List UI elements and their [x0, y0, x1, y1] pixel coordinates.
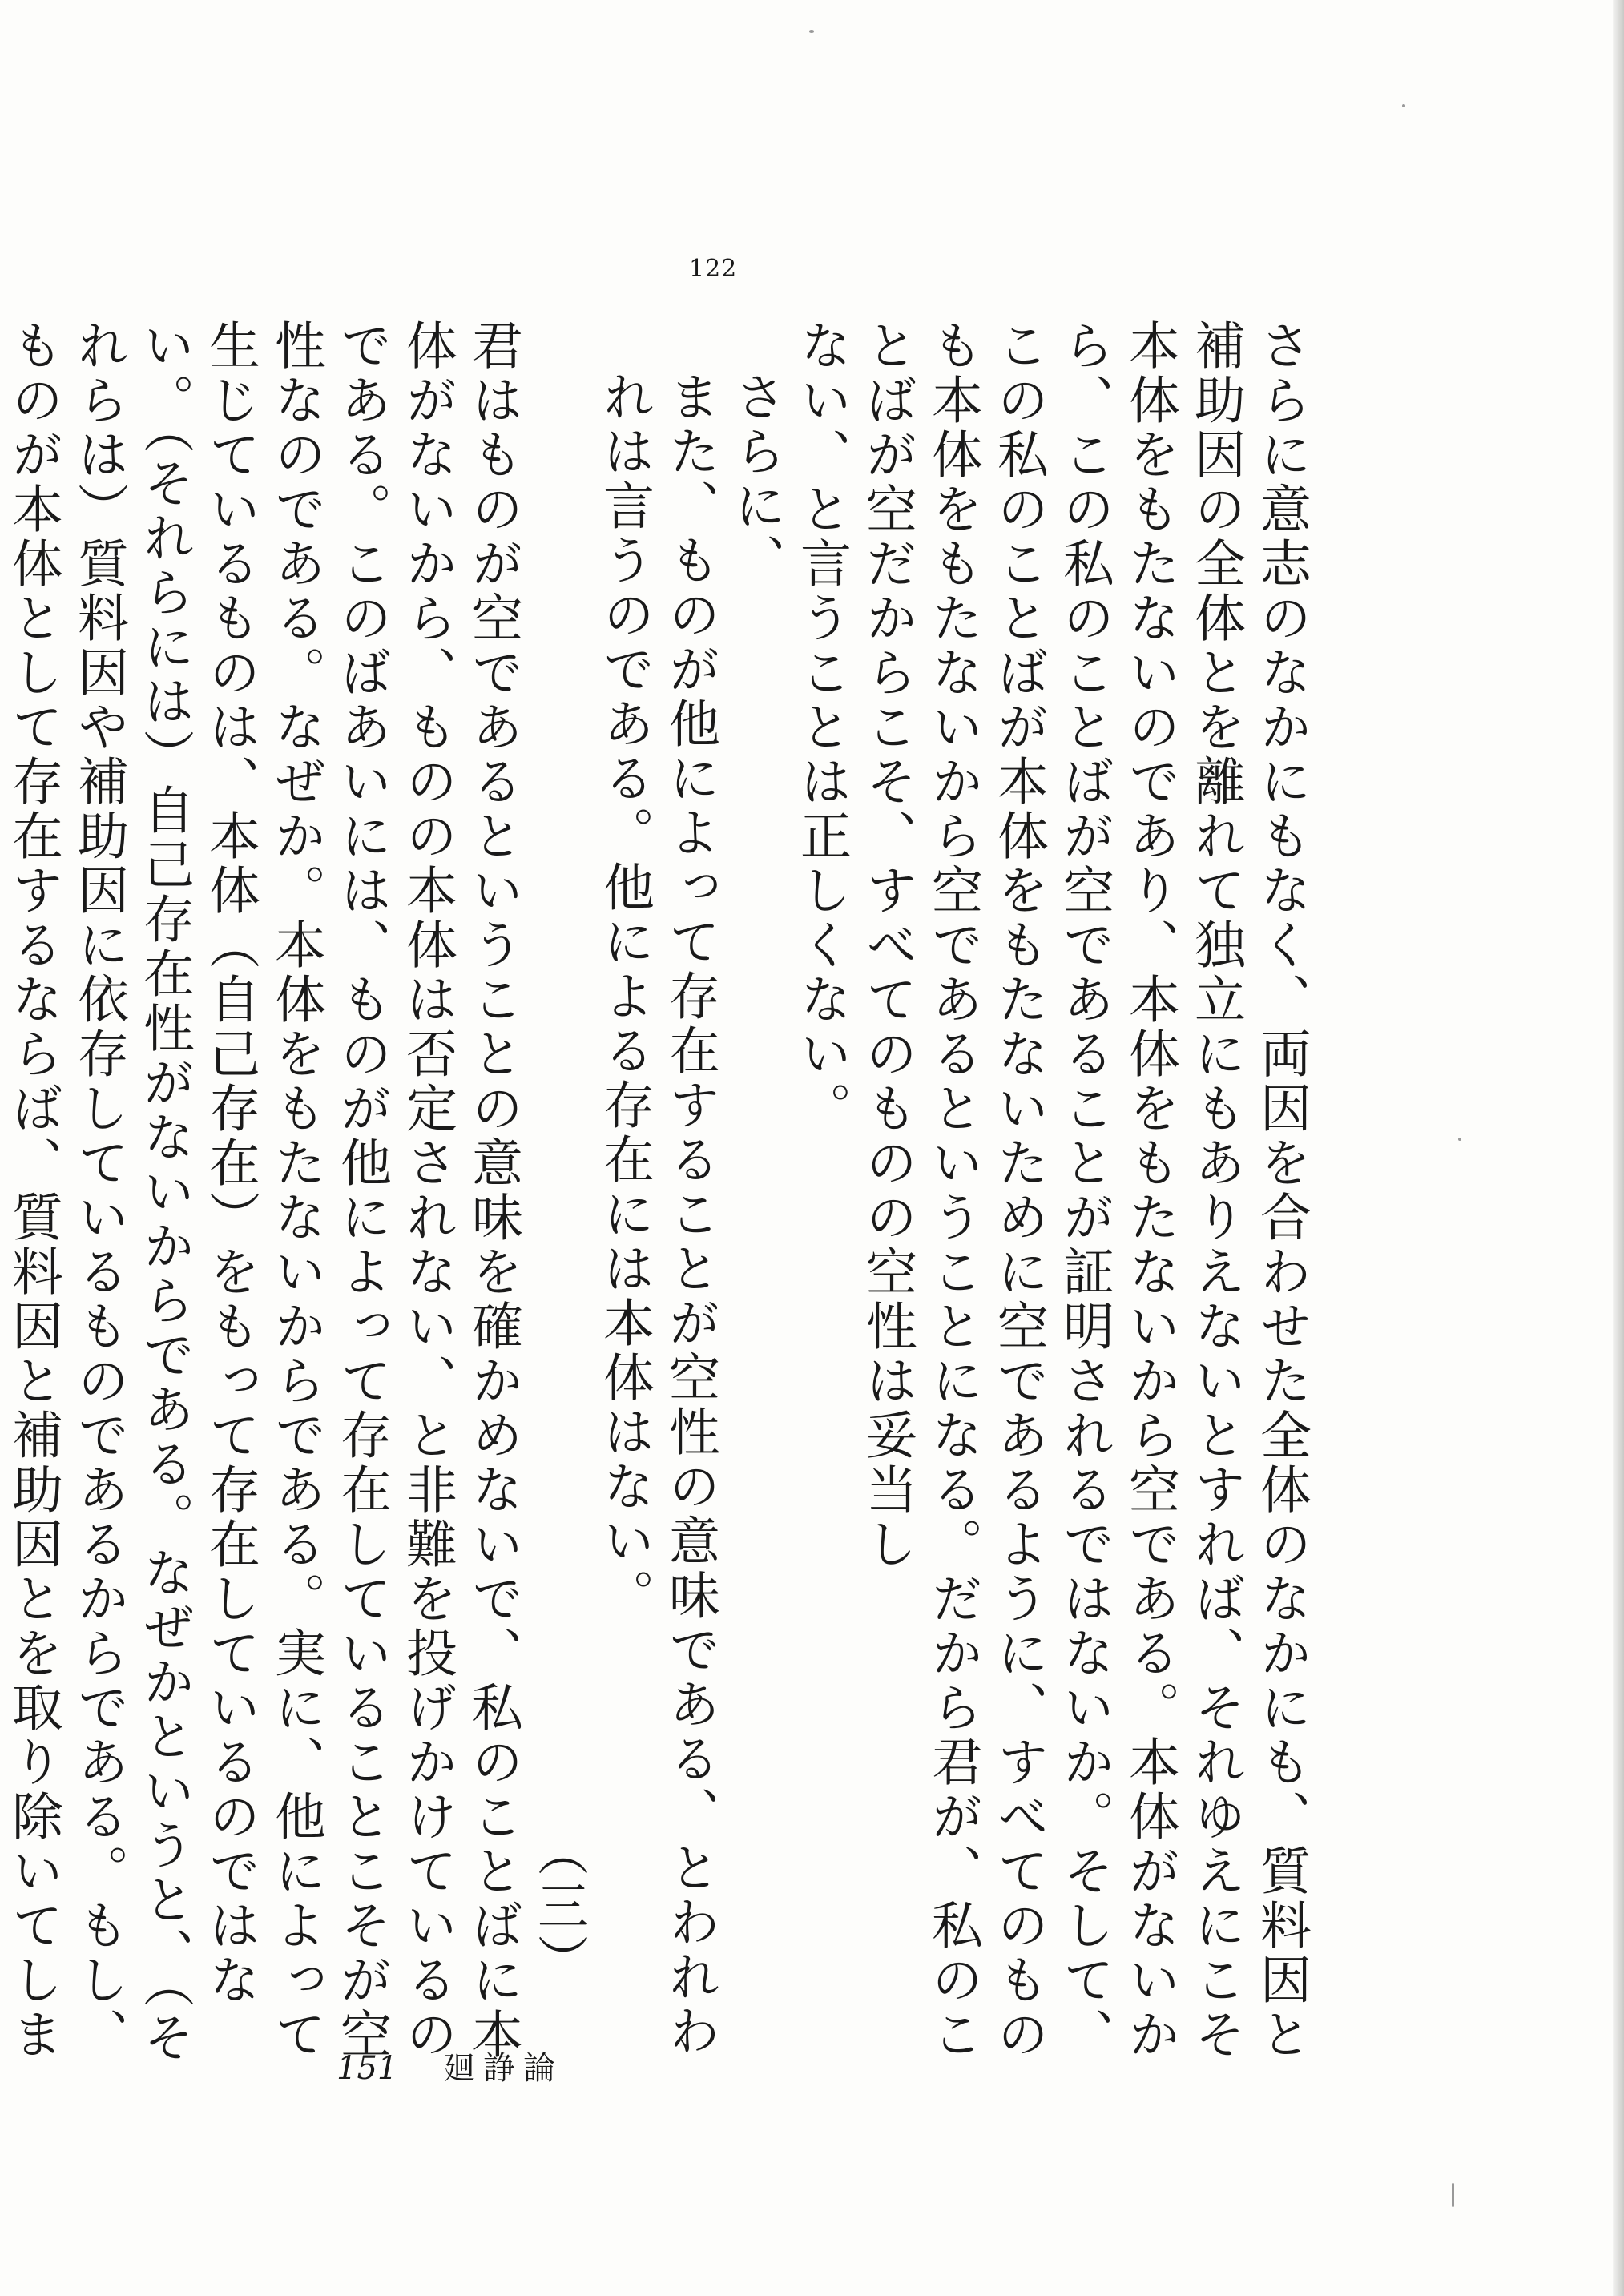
paragraph-kimi: 君はものが空であるということの意味を確かめないで、私のことばに本体がないから、ものの本体は否定されない、と非難を投げかけているのである。このばあいには、ものが他によって存在していることこそが空性なのである。なぜか。本体をもたないからである。実に、他によって生じているものは、本体（自己存在）をもって存在しているのではない。（それらには）自己存在性がないからである。なぜかというと、（それらは）質料因や補助因に依存しているものであるからである。もし、ものが本体として存在するならば、質料因と補助因とを取り除いてしま — [3, 319, 522, 2065]
body-text — [3, 319, 1314, 2065]
running-footer — [336, 2043, 563, 2089]
scan-speck — [1402, 104, 1405, 107]
scan-speck — [1458, 1138, 1461, 1141]
opening-paragraph: さらに意志のなかにもなく、両因を合わせた全体のなかにも、質料因と補助因の全体とを離れて独立にもありえないとすれば、それゆえにこそ本体をもたないのであり、本体をもたないから空である。本体がないから、この私のことばが空であることが証明されるではないか。そして、この私のことばが本体をもたないために空であるように、すべてのものも本体をもたないから空であるということになる。だから君が、私のことばが空だからこそ、すべてのものの空性は妥当し — [857, 319, 1311, 2062]
paragraph-sarani: さらに、 — [726, 370, 785, 588]
scan-speck — [1452, 2183, 1454, 2207]
scan-speck — [809, 30, 814, 33]
page-number: 122 — [689, 255, 738, 283]
paragraph-continuation: ない、と言うことは正しくない。 — [792, 319, 851, 1136]
section-number: （三） — [529, 1825, 588, 1988]
paragraph-mata: また、ものが他によって存在することが空性の意味である、とわれわれは言うのである。他による存在には本体はない。 — [594, 370, 719, 2059]
footer-section-number: 151 — [336, 2050, 398, 2087]
footer-title: 廻諍論 — [443, 2050, 564, 2087]
page-edge-shadow — [1613, 0, 1624, 2296]
